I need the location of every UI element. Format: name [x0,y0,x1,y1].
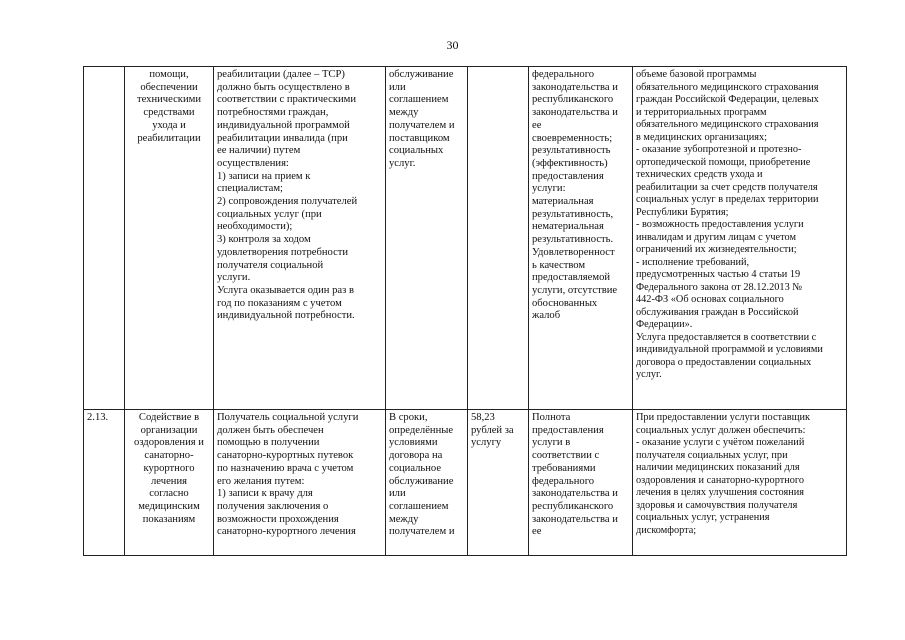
services-table [83,66,847,556]
service-conditions-cell: При предоставлении услуги поставщик социальных услуг должен обеспечить: - оказание услуги с учётом пожеланий получателя социальных услуг, при наличии медицинских показаний для оздоровления и санаторно-курортного лечения в целях улучшения состояния здоровья и самочувствия получателя социальных услуг, устранения дискомфорта; [633,410,847,556]
quality-indicators-cell: федерального законодательства и республиканского законодательства и ее своевременность; результативность (эффективность) предоставления услуги: материальная результативность, нематериальная результативность. Удовлетворенност ь качеством предоставляемой услуги, отсутствие обоснованных жалоб [529,67,633,410]
service-description-cell: Получатель социальной услуги должен быть обеспечен помощью в получении санаторно-курортных путевок по назначению врача с учетом его желания путем: 1) записи к врачу для получения заключения о возможности прохождения санаторно-курортного лечения [214,410,386,556]
row-number-cell: 2.13. [84,410,125,556]
service-name-cell: помощи, обеспечении техническими средствами ухода и реабилитации [125,67,214,410]
table-row [84,67,847,410]
quality-indicators-cell: Полнота предоставления услуги в соответствии с требованиями федерального законодательства и республиканского законодательства и ее [529,410,633,556]
service-name-cell: Содействие в организации оздоровления и санаторно- курортного лечения согласно медицинским показаниям [125,410,214,556]
service-price-cell: 58,23 рублей за услугу [468,410,529,556]
service-terms-cell: обслуживание или соглашением между получателем и поставщиком социальных услуг. [386,67,468,410]
service-conditions-cell: объеме базовой программы обязательного медицинского страхования граждан Российской Федерации, целевых и территориальных программ обязательного медицинского страхования в медицинских организациях; - оказание зубопротезной и протезно- ортопедической помощи, приобретение технических средств ухода и реабилитации за счет средств получателя социальных услуг в пределах территории Республики Бурятия; - возможность предоставления услуги инвалидам и другим лицам с учетом ограничений их жизнедеятельности; - исполнение требований, предусмотренных частью 4 статьи 19 Федерального закона от 28.12.2013 № 442-ФЗ «Об основах социального обслуживания граждан в Российской Федерации». Услуга предоставляется в соответствии с индивидуальной программой и условиями договора о предоставлении социальных услуг. [633,67,847,410]
page-number: 30 [446,38,459,52]
service-description-cell: реабилитации (далее – ТСР) должно быть осуществлено в соответствии с практическими потребностями граждан, индивидуальной программой реабилитации инвалида (при ее наличии) путем осуществления: 1) записи на прием к специалистам; 2) сопровождения получателей социальных услуг (при необходимости); 3) контроля за ходом удовлетворения потребности получателя социальной услуги. Услуга оказывается один раз в год по показаниям с учетом индивидуальной потребности. [214,67,386,410]
service-terms-cell: В сроки, определённые условиями договора на социальное обслуживание или соглашением между получателем и [386,410,468,556]
service-price-cell [468,67,529,410]
row-number-cell [84,67,125,410]
table-row [84,410,847,556]
